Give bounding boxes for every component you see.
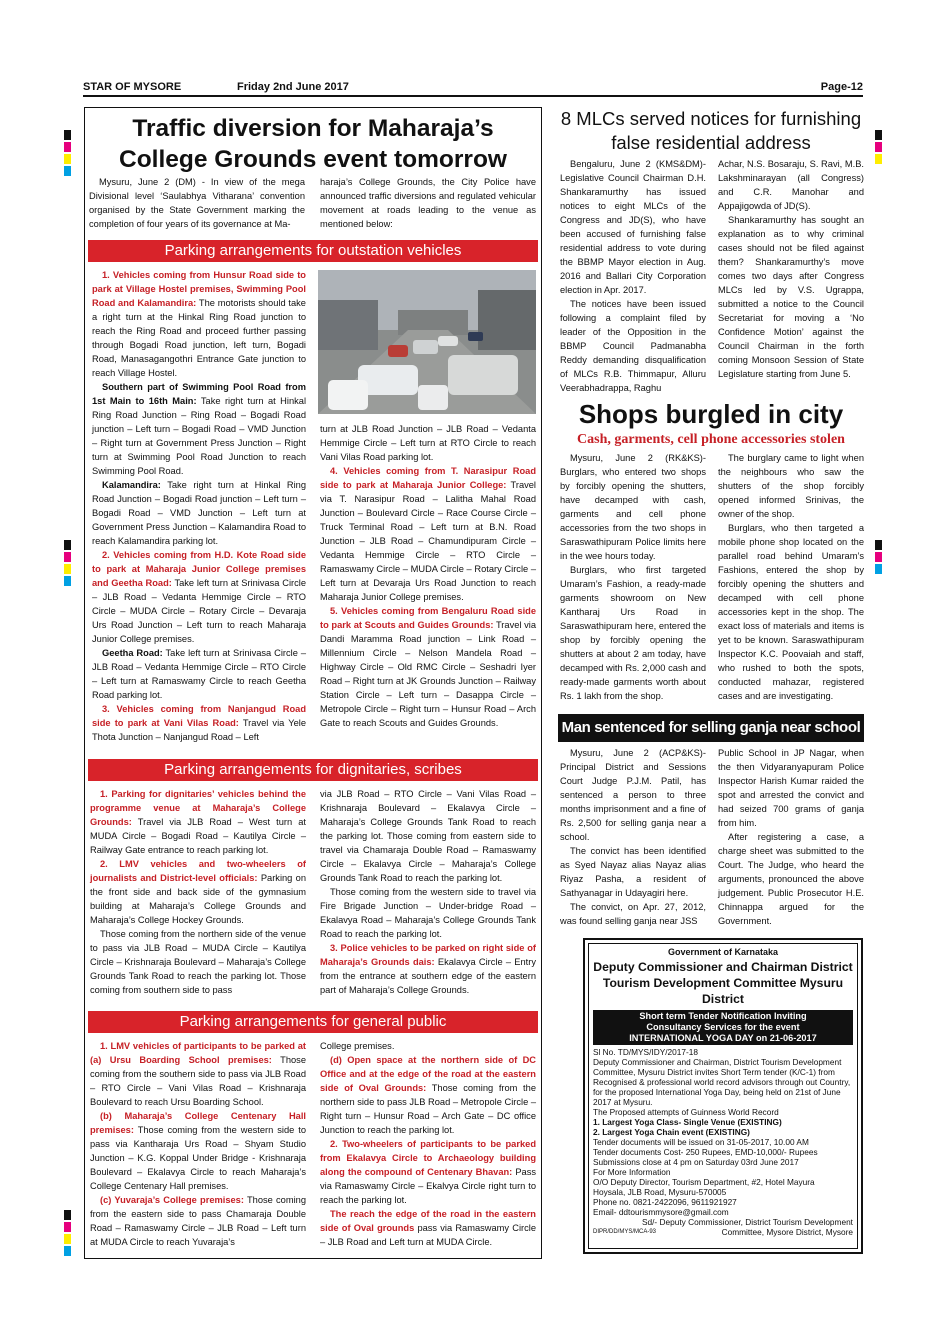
ad-phone: Phone no. 0821-2422096, 9611921927 bbox=[593, 1197, 737, 1207]
outstation-bar: Parking arrangements for outstation vehicles bbox=[88, 240, 538, 262]
ad-email: Email- ddtourismmysore@gmail.com bbox=[593, 1207, 729, 1217]
mlc-right-column: Achar, N.S. Bosaraju, S. Ravi, M.B. Lakshminarayan (all Congress) and C.R. Manohar and Appajigowda of JD(S). Shankaramurthy has sought an explanation as to why criminal cases should not be filed against them? Shankaramurthy’s move comes two days after Congress MLCs led by V.S. Ugrappa, submitted a notice to the Council Secretariat for moving a ‘No Confidence Motion’ against the Council Chairman in the forth coming Monsoon Session of State Legislature starting from June 5. bbox=[718, 159, 864, 379]
registration-mark bbox=[64, 142, 71, 152]
ad-proposed: The Proposed attempts of Guinness World Record bbox=[593, 1107, 779, 1117]
paper-name: STAR OF MYSORE bbox=[83, 81, 182, 93]
traffic-intro-left: Mysuru, June 2 (DM) - In view of the mega Divisional level ‘Saulabhya Vitharana’ convention organised by the State Government marking the completion of four years of its governance at Ma- bbox=[89, 177, 305, 229]
registration-mark bbox=[64, 154, 71, 164]
shops-headline: Shops burgled in city bbox=[578, 399, 844, 429]
ad-date-line: Tender documents Cost- 250 Rupees, EMD-10,000/- Rupees bbox=[593, 1147, 818, 1157]
registration-mark bbox=[875, 154, 882, 164]
ad-contact-heading: For More Information bbox=[593, 1167, 671, 1177]
registration-mark bbox=[64, 166, 71, 176]
ad-signature: Sd/- Deputy Commissioner, District Tourism Development bbox=[641, 1217, 853, 1227]
dignitaries-bar: Parking arrangements for dignitaries, scribes bbox=[88, 759, 538, 781]
ad-box-line: Consultancy Services for the event bbox=[646, 1022, 800, 1032]
ad-box-line: INTERNATIONAL YOGA DAY on 21-06-2017 bbox=[629, 1033, 817, 1043]
ad-body bbox=[593, 1047, 853, 1237]
public-bar: Parking arrangements for general public bbox=[88, 1011, 538, 1033]
ad-text: Deputy Commissioner and Chairman, District Tourism Development Committee, Mysuru District invites Short Term tender (K/C-1) from Recognised & professional world record advisors through out Country, for the proposed International Yoga Day, being held on 21st of June 2017 at Mysuru. bbox=[593, 1057, 851, 1107]
shops-subheadline: Cash, garments, cell phone accessories stolen bbox=[577, 432, 845, 447]
registration-mark bbox=[64, 1222, 71, 1232]
registration-mark bbox=[64, 564, 71, 574]
traffic-headline: Traffic diversion for Maharaja’s College Grounds event tomorrow bbox=[119, 115, 507, 173]
shops-right-column: The burglary came to light when the neighbours who saw the shutters of the shop forcibly opened informed Srinivas, the owner of the shop. Burglars, who then targeted a mobile phone shop located on the parallel road behind Umaram’s Fashions, entered the shop by forcibly opening the shutters and decamped with cell phone accessories kept in the shop. The exact loss of materials and items is yet to be known. Saraswathipuram Inspector K.C. Poovaiah and staff, who rushed to both the spots, conducted mahazar, registered cases and are investigating. bbox=[718, 453, 864, 701]
traffic-photo bbox=[318, 270, 536, 414]
ad-title: Deputy Commissioner and Chairman District Tourism Development Committee Mysuru District bbox=[593, 960, 853, 1006]
ad-notice-box bbox=[593, 1010, 853, 1045]
mlc-left-column: Bengaluru, June 2 (KMS&DM)- Legislative Council Chairman D.H. Shankaramurthy has issued notices to eight MLCs of the Congress and JD(S), who have been accused of furnishing false residential address to vote during the BBMP Mayor election in Aug. 2016 and Ballari City Corporation election in Apr. 2017. The notices have been issued following a complaint filed by leader of the Opposition in the BBMP Council Padmanabha Reddy demanding disqualification of MLCs R.B. Thimmapur, Alluru Veerabhadrappa, Raghu bbox=[560, 159, 706, 393]
ad-date-line: Submissions close at 4 pm on Saturday 03rd June 2017 bbox=[593, 1157, 799, 1167]
ad-date-line: Tender documents will be issued on 31-05-2017, 10.00 AM bbox=[593, 1137, 809, 1147]
ad-slno: Sl No. TD/MYS/IDY/2017-18 bbox=[593, 1047, 698, 1057]
registration-mark bbox=[64, 1246, 71, 1256]
ad-address: O/O Deputy Director, Tourism Department, #2, Hotel Mayura bbox=[593, 1177, 815, 1187]
traffic-photo-art bbox=[318, 270, 536, 414]
mlc-headline: 8 MLCs served notices for furnishing false residential address bbox=[560, 108, 862, 153]
tender-advertisement bbox=[583, 938, 863, 1254]
page-number: Page-12 bbox=[820, 81, 863, 93]
issue-date: Friday 2nd June 2017 bbox=[237, 81, 349, 93]
ad-footer bbox=[593, 1227, 853, 1237]
dignitaries-right-column: via JLB Road – RTO Circle – Vani Vilas Road – Krishnaraja Boulevard – Ekalavya Circle – Maharaja’s College Grounds Tank Road to reach the parking lot. Those coming from eastern side to travel via Chamaraja Double Road – Ramaswamy Circle – Ekalavya Circle – Maharaja’s College Grounds Tank Road to reach the parking lot. Those coming from the western side to travel via Fire Brigade Junction – Under-bridge Road – Ekalavya Road – Maharaja’s College Grounds Tank Road to reach the parking lot. 3. Police vehicles to be parked on right side of Maharaja’s Grounds dais: Ekalavya Circle – Entry from the entrance at southern edge of the eastern part of Maharaja’s College Grounds. bbox=[320, 789, 536, 995]
ad-item: 1. Largest Yoga Class- Single Venue (EXISTING) bbox=[593, 1117, 782, 1127]
shops-left-column: Mysuru, June 2 (RK&KS)- Burglars, who entered two shops by forcibly opening the shutters, have decamped with cash, garments and cell phone accessories from the two shops in Saraswathipuram Police limits here in the wee hours today. Burglars, who first targeted Umaram’s Fashion, a ready-made garments showroom on New Kantharaj Urs Road in Saraswathipuram here, entered the shop by forcibly opening the shutters at about 2 am today, have decamped with Rs. 2,000 cash and ready-made garments worth about Rs. 1 lakh from the shop. bbox=[560, 453, 706, 701]
registration-mark bbox=[875, 564, 882, 574]
registration-mark bbox=[64, 1210, 71, 1220]
ad-signature: Committee, Mysore District, Mysore bbox=[721, 1227, 853, 1237]
traffic-intro-right: haraja’s College Grounds, the City Police have announced traffic diversions and regulated vehicular movement at roads leading to the venue as mentioned below: bbox=[320, 177, 536, 229]
page-header bbox=[83, 81, 863, 97]
registration-mark bbox=[64, 552, 71, 562]
ad-ref: DIPR/DD/MYS/MCA-93 bbox=[593, 1229, 657, 1235]
ad-item: 2. Largest Yoga Chain event (EXISTING) bbox=[593, 1127, 750, 1137]
registration-mark bbox=[64, 540, 71, 550]
registration-mark bbox=[64, 1234, 71, 1244]
outstation-right-column: turn at JLB Road Junction – JLB Road – Vedanta Hemmige Circle – Left turn at RTO Circle to reach Vani Vilas Road parking lot. 4. Vehicles coming from T. Narasipur Road side to park at Maharaja Junior College: Travel via T. Narasipur Road – Lalitha Mahal Road Junction – Boulevard Circle – Race Course Circle – Truck Terminal Road – Left turn at B.N. Road Junction – JLB Road – Chamundipuram Circle – Vedanta Hemmige Circle – RTO Circle – Ramaswamy Circle – MUDA Circle – Rotary Circle – Left turn at Devaraja Urs Road Junction to reach Maharaja Junior College premises. 5. Vehicles coming from Bengaluru Road side to park at Scouts and Guides Grounds: Travel via Dandi Maramma Road junction – Link Road – Millennium Circle – Nelson Mandela Road – Highway Circle – Old RMC Circle – Seshadri Iyer Road – Right turn at JK Grounds Junction – Railway Station Circle – Left turn – Dasappa Circle – Metropole Circle – Right turn – Hunsur Road – Arch Gate to reach Scouts and Guides Grounds. bbox=[320, 424, 536, 728]
public-left-column: 1. LMV vehicles of participants to be parked at (a) Ursu Boarding School premises: Those coming from the southern side to pass via JLB Road – RTO Circle – Vani Vilas Road – Krishnaraja Boulevard to reach Ursu Boarding School. (b) Maharaja’s College Centenary Hall premises: Those coming from the western side to pass via Kantharaja Urs Road – Shyam Studio Junction – K.G. Koppal Under Bridge - Krishnaraja Boulevard – Ekalavya Circle to reach Maharaja’s College Centenary Hall premises. (c) Yuvaraja’s College premises: Those coming from the eastern side to pass Chamaraja Double Road – Ramaswamy Circle – JLB Road – Left turn at MUDA Circle to reach Yuvaraja’s bbox=[90, 1041, 306, 1247]
ganja-right-column: Public School in JP Nagar, when the then Vidyaranyapuram Police Inspector Harish Kumar raided the spot and arrested the convict and had seized 700 grams of ganja from him. After registering a case, a charge sheet was submitted to the Court. The Judge, who heard the arguments, pronounced the above judgement. Public Prosecutor H.E. Chinnappa argued for the Government. bbox=[718, 748, 864, 926]
dignitaries-left-column: 1. Parking for dignitaries’ vehicles behind the programme venue at Maharaja’s College Grounds: Travel via JLB Road – West turn at MUDA Circle – Bogadi Road – Kautilya Circle – Railway Gate entrance to reach parking lot. 2. LMV vehicles and two-wheelers of journalists and District-level officials: Parking on the front side and back side of the gymnasium building at Maharaja’s College Grounds and Maharaja’s College Hockey Grounds. Those coming from the northern side of the venue to pass via JLB Road – MUDA Circle – Kautilya Circle – Krishnaraja Boulevard – Maharaja’s College Grounds Tank Road to reach the parking lot. Those coming from southern side to pass bbox=[90, 789, 307, 995]
ad-box-line: Short term Tender Notification Inviting bbox=[639, 1011, 807, 1021]
registration-mark bbox=[875, 552, 882, 562]
ad-government: Government of Karnataka bbox=[667, 947, 779, 957]
registration-mark bbox=[64, 130, 71, 140]
registration-mark bbox=[875, 142, 882, 152]
ad-address: Hoysala, JLB Road, Mysuru-570005 bbox=[593, 1187, 727, 1197]
registration-mark bbox=[875, 130, 882, 140]
ganja-left-column: Mysuru, June 2 (ACP&KS)- Principal District and Sessions Court Judge P.J.M. Patil, has sentenced a person to three months imprisonment and a fine of Rs. 2,500 for selling ganja near a school. The convict has been identified as Syed Nayaz alias Nayaz alias Riyaz Pasha, a resident of Sathyanagar in Udayagiri here. The convict, on Apr. 27, 2012, was found selling ganja near JSS bbox=[560, 748, 706, 926]
registration-mark bbox=[875, 540, 882, 550]
outstation-left-column: 1. Vehicles coming from Hunsur Road side to park at Village Hostel premises, Swimming Pool Road and Kalamandira: The motorists should take a right turn at the Hinkal Ring Road junction to reach the Ring Road and proceed further passing through Bogadi Road junction, left turn, Bogadi Road, Manasagangothri Entrance Gate junction to reach Village Hostel. Southern part of Swimming Pool Road from 1st Main to 16th Main: Take right turn at Hinkal Ring Road Junction – Ring Road – Bogadi Road junction – Left turn – Bogadi Road – VMD Junction – Right turn at Government Press Junction – Right turn at Swimming Pool Road Junction to reach Swimming Pool Road. Kalamandira: Take right turn at Hinkal Ring Road Junction – Bogadi Road junction – Left turn – Bogadi Road – VMD Junction – Left turn at Government Press Junction – Kalamandira Road to reach Kalamandira parking lot. 2. Vehicles coming from H.D. Kote Road side to park at Maharaja Junior College premises and Geetha Road: Take left turn at Srinivasa Circle – JLB Road – Vedanta Hemmige Circle – RTO Circle – MUDA Circle – Rotary Circle – Devaraja Urs Road Junction – Left turn to reach Maharaja Junior College premises. Geetha Road: Take left turn at Srinivasa Circle – JLB Road – Vedanta Hemmige Circle – RTO Circle – Left turn at Ramaswamy Circle to reach Geetha Road parking lot. 3. Vehicles coming from Nanjangud Road side to park at Vani Vilas Road: Travel via Yele Thota Junction – Nanjangud Road – Left bbox=[92, 270, 307, 742]
public-right-column: College premises. (d) Open space at the northern side of DC Office and at the edge of the road at the eastern side of Oval Grounds: Those coming from the northern side to pass JLB Road – Metropole Circle – Right turn – Hunsur Road – Arch Gate – DC office Junction to reach the parking lot. 2. Two-wheelers of participants to be parked from Ekalavya Circle to Archaeology building along the compound of Centenary Bhavan: Pass via Ramaswamy Circle – Ekalvya Circle right turn to reach the parking lot. The reach the edge of the road in the eastern side of Oval grounds pass via Ramaswamy Circle – JLB Road and Left turn at MUDA Circle. bbox=[320, 1041, 537, 1247]
registration-mark bbox=[64, 576, 71, 586]
ganja-headline: Man sentenced for selling ganja near school bbox=[558, 714, 864, 742]
